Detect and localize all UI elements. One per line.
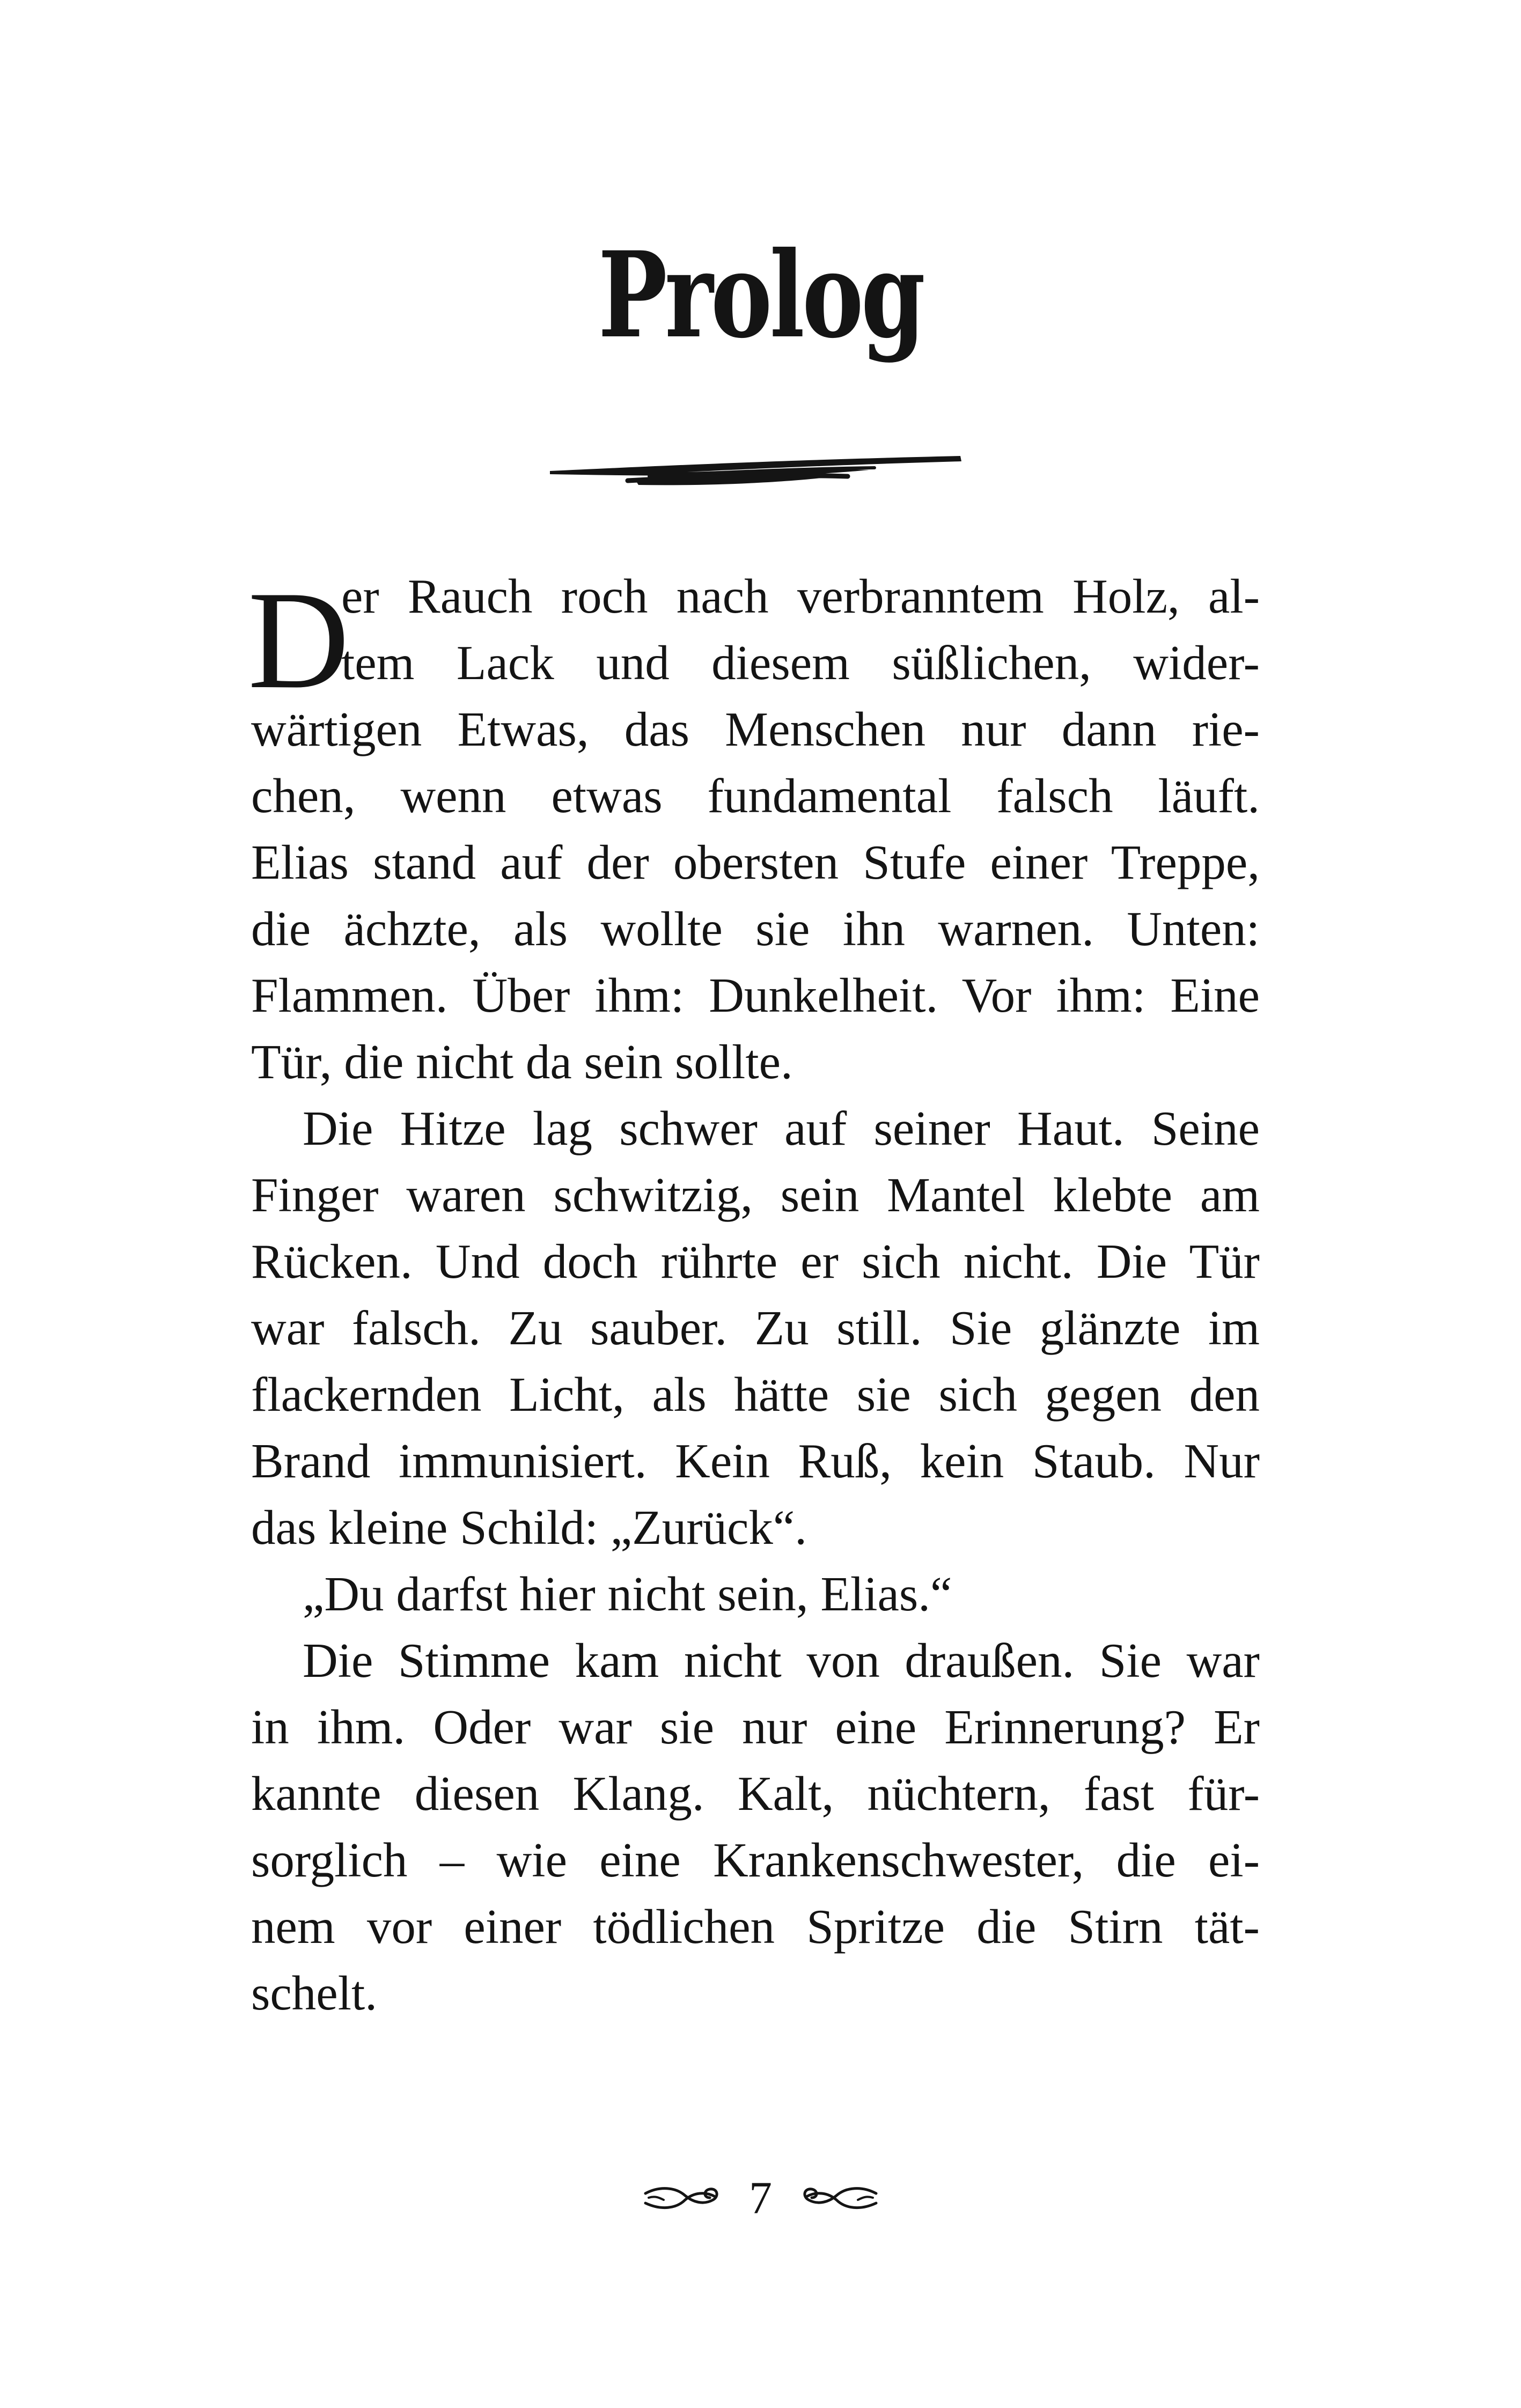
text-line: Die Hitze lag schwer auf seiner Haut. Seine: [303, 1101, 1260, 1155]
page-number: 7: [749, 2172, 772, 2224]
chapter-title: Prolog: [598, 225, 923, 364]
chapter-body: [248, 562, 1260, 2027]
text-line: war falsch. Zu sauber. Zu still. Sie glänzte im: [251, 1301, 1260, 1355]
text-line: „Du darfst hier nicht sein, Elias.“: [303, 1567, 952, 1621]
page-footer: [0, 2170, 1521, 2224]
text-line: Tür, die nicht da sein sollte.: [251, 1035, 793, 1089]
text-line: in ihm. Oder war sie nur eine Erinnerung? Er: [251, 1700, 1260, 1754]
text-line: nem vor einer tödlichen Spritze die Stirn tät-: [251, 1899, 1260, 1954]
text-line: schelt.: [251, 1966, 378, 2020]
text-line: Die Stimme kam nicht von draußen. Sie war: [303, 1633, 1260, 1688]
text-line: Finger waren schwitzig, sein Mantel klebte am: [251, 1168, 1260, 1222]
paragraph-4: [251, 1628, 1260, 2027]
paragraph-2: [251, 1095, 1260, 1561]
text-line: er Rauch roch nach verbranntem Holz, al-: [341, 569, 1260, 623]
swirl-ornament-left-icon: [643, 2182, 724, 2214]
paragraph-3: [251, 1561, 1260, 1628]
text-line: Elias stand auf der obersten Stufe einer Treppe,: [251, 835, 1260, 889]
brush-stroke-divider: [547, 445, 966, 494]
swirl-ornament-right-icon: [798, 2182, 878, 2214]
text-line: das kleine Schild: „Zurück“.: [251, 1500, 807, 1555]
text-line: wärtigen Etwas, das Menschen nur dann rie-: [251, 702, 1260, 756]
text-line: tem Lack und diesem süßlichen, wider-: [341, 636, 1260, 690]
text-line: die ächzte, als wollte sie ihn warnen. Unten:: [251, 902, 1260, 956]
text-line: Brand immunisiert. Kein Ruß, kein Staub. Nur: [251, 1434, 1260, 1488]
text-line: sorglich – wie eine Krankenschwester, die ei-: [251, 1833, 1260, 1887]
text-line: Rücken. Und doch rührte er sich nicht. Die Tür: [251, 1234, 1260, 1288]
paragraph-1: [248, 562, 1260, 1095]
text-line: kannte diesen Klang. Kalt, nüchtern, fast für-: [251, 1766, 1260, 1821]
text-line: chen, wenn etwas fundamental falsch läuft.: [251, 769, 1260, 823]
text-line: flackernden Licht, als hätte sie sich gegen den: [251, 1367, 1260, 1422]
drop-cap: D: [248, 562, 350, 718]
text-line: Flammen. Über ihm: Dunkelheit. Vor ihm: Eine: [251, 968, 1260, 1022]
